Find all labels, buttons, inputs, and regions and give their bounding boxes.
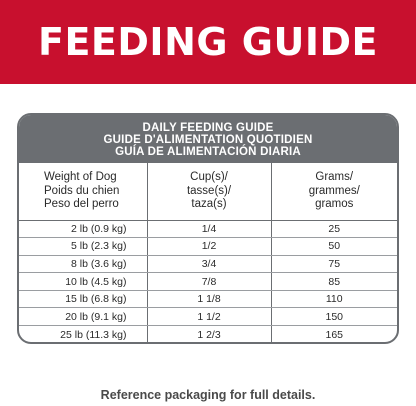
table-header-row [19,163,397,220]
cups-cell: 7/8 [147,273,271,291]
page-title: FEEDING GUIDE [38,20,378,64]
table-row [19,273,397,291]
weight-cell: 10 lb (4.5 kg) [19,273,147,291]
title-banner [0,0,416,84]
cups-cell: 1 2/3 [147,326,271,344]
column-header-grams: Grams/ grammes/ gramos [271,163,397,220]
guide-heading-es: GUÍA DE ALIMENTACIÓN DIARIA [115,146,301,158]
cups-cell: 1 1/2 [147,308,271,326]
table-row [19,238,397,256]
column-header-weight: Weight of Dog Poids du chien Peso del perro [19,163,147,220]
grams-cell: 150 [271,308,397,326]
grams-cell: 110 [271,290,397,308]
weight-cell: 15 lb (6.8 kg) [19,290,147,308]
table-row [19,326,397,344]
footer-note: Reference packaging for full details. [100,388,316,402]
guide-heading-en: DAILY FEEDING GUIDE [142,122,274,134]
cups-cell: 1 1/8 [147,290,271,308]
grams-cell: 165 [325,328,344,341]
table-row [19,255,397,273]
table-row [19,308,397,326]
feeding-guide-table [17,113,399,344]
guide-heading-fr: GUIDE D'ALIMENTATION QUOTIDIEN [103,134,313,146]
grams-cell: 85 [271,273,397,291]
grams-cell: 25 [271,220,397,238]
grams-cell: 75 [271,255,397,273]
cups-cell: 1/4 [147,220,271,238]
cups-cell: 1/2 [147,238,271,256]
feeding-table [19,163,397,343]
weight-cell: 5 lb (2.3 kg) [19,238,147,256]
weight-cell: 20 lb (9.1 kg) [19,308,147,326]
table-row [19,290,397,308]
grams-cell: 50 [271,238,397,256]
weight-cell: 2 lb (0.9 kg) [19,220,147,238]
cups-cell: 3/4 [147,255,271,273]
weight-cell: 25 lb (11.3 kg) [60,328,127,341]
column-header-cups: Cup(s)/ tasse(s)/ taza(s) [147,163,271,220]
weight-cell: 8 lb (3.6 kg) [19,255,147,273]
table-row [19,220,397,238]
guide-heading [19,115,397,163]
